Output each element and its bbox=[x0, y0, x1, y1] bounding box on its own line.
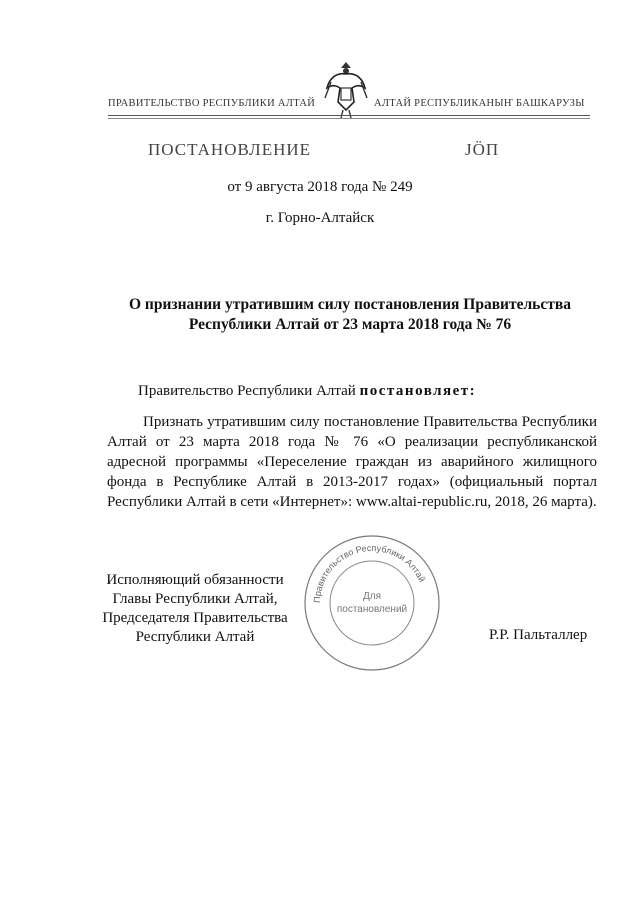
header-right-title: АЛТАЙ РЕСПУБЛИКАНЫҤ БАШКАРУЗЫ bbox=[374, 98, 585, 109]
city: г. Горно-Алтайск bbox=[265, 210, 375, 226]
resolution-intro bbox=[138, 383, 476, 400]
official-stamp bbox=[302, 533, 442, 673]
coat-of-arms-icon bbox=[321, 58, 371, 120]
signatory-line-3: Председателя Правительства bbox=[102, 610, 288, 626]
signatory-position bbox=[95, 571, 295, 647]
title-line-1: О признании утратившим силу постановления Правительства bbox=[128, 296, 571, 313]
header-left-title: ПРАВИТЕЛЬСТВО РЕСПУБЛИКИ АЛТАЙ bbox=[108, 98, 316, 109]
date-line: от 9 августа 2018 года № 249 bbox=[227, 179, 413, 195]
stamp-center-line-1: Для bbox=[362, 591, 382, 602]
signatory-line-2: Главы Республики Алтай, bbox=[112, 591, 278, 607]
resolution-subject: Правительство Республики Алтай bbox=[138, 383, 356, 399]
resolution-verb: постановляет: bbox=[359, 383, 477, 399]
signatory-line-4: Республики Алтай bbox=[135, 629, 255, 645]
header-rule bbox=[108, 115, 590, 116]
stamp-ring-text: Правительство Республики Алтай bbox=[311, 542, 428, 604]
signatory-line-1: Исполняющий обязанности bbox=[106, 572, 284, 588]
body-paragraph: Признать утратившим силу постановление Правительства Республики Алтай от 23 марта 2018 года № 76 «О реализации республиканской адресной программы «Переселение граждан из аварийного жилищного фонда в Республике Алтай в 2013-2017 годах» (официальный портал Республики Алтай в сети «Интернет»: www.altai-republic.ru, 2018, 26 марта). bbox=[107, 414, 597, 510]
document-title bbox=[100, 295, 600, 335]
title-line-2: Республики Алтай от 23 марта 2018 года № 76 bbox=[188, 316, 512, 333]
stamp-center-line-2: постановлений bbox=[336, 604, 408, 615]
doc-type-ru: ПОСТАНОВЛЕНИЕ bbox=[148, 140, 312, 159]
doc-type-alt: JÖП bbox=[465, 140, 500, 159]
signatory-name: Р.Р. Пальталлер bbox=[489, 627, 588, 643]
header-rule-thin bbox=[108, 118, 590, 119]
